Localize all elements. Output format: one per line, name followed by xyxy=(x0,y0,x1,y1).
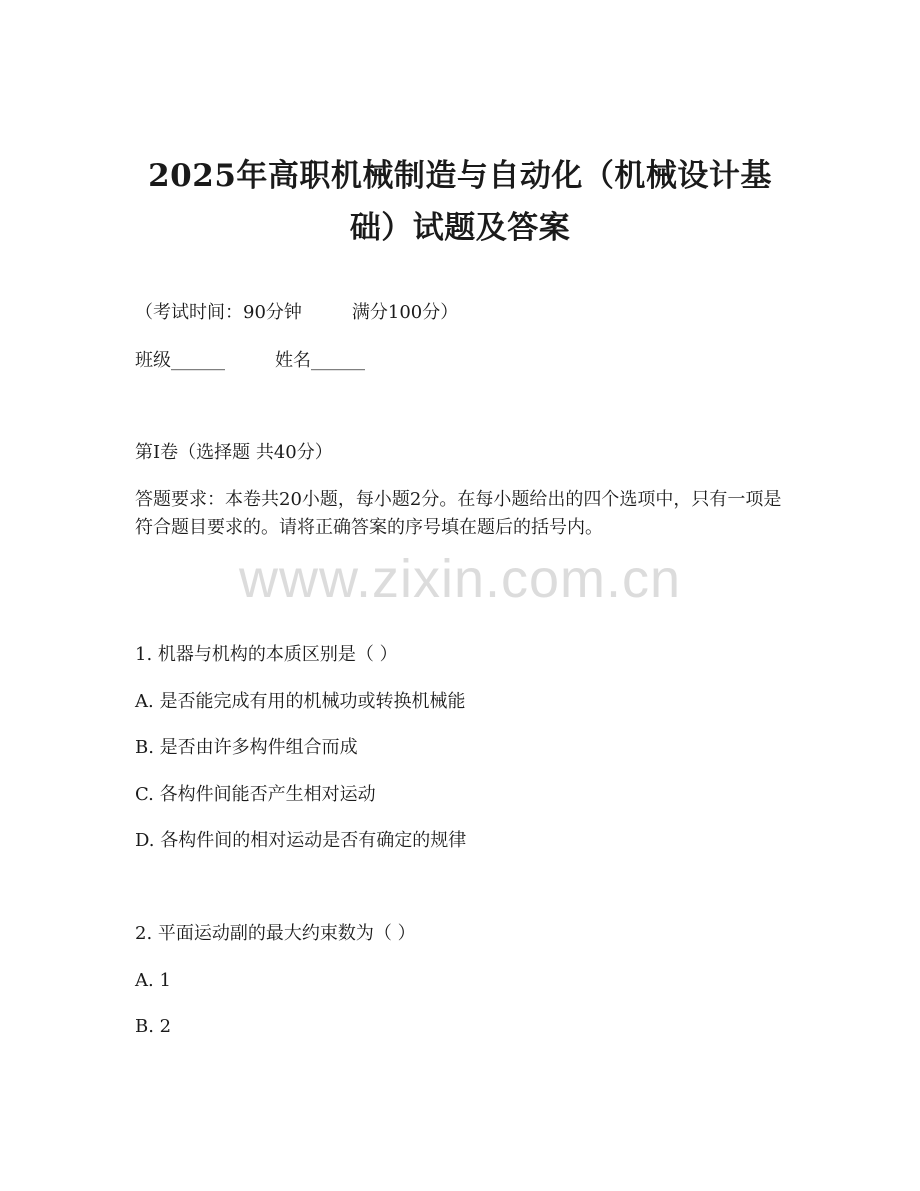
watermark: www.zixin.com.cn xyxy=(238,549,682,609)
question-1-option-d: D. 各构件间的相对运动是否有确定的规律 xyxy=(135,830,467,851)
question-1-stem: 1. 机器与机构的本质区别是（ ） xyxy=(135,644,398,665)
full-score: 满分100分） xyxy=(351,302,459,323)
student-info xyxy=(135,347,365,375)
question-2-option-b: B. 2 xyxy=(135,1016,172,1037)
name-field: 姓名______ xyxy=(275,350,365,371)
title-line-2: 础）试题及答案 xyxy=(349,210,571,246)
class-field: 班级______ xyxy=(135,350,225,371)
exam-info xyxy=(135,299,458,327)
question-1-option-b: B. 是否由许多构件组合而成 xyxy=(135,737,358,758)
question-1-option-a: A. 是否能完成有用的机械功或转换机械能 xyxy=(135,691,466,712)
section-title: 第I卷（选择题 共40分） xyxy=(135,442,333,463)
title-line-1: 2025年高职机械制造与自动化（机械设计基 xyxy=(148,158,772,194)
document-title xyxy=(120,150,800,254)
instructions: 答题要求：本卷共20小题，每小题2分。在每小题给出的四个选项中，只有一项是符合题目要求的。请将正确答案的序号填在题后的括号内。 xyxy=(135,489,782,538)
question-2-stem: 2. 平面运动副的最大约束数为（ ） xyxy=(135,923,416,944)
question-1-option-c: C. 各构件间能否产生相对运动 xyxy=(135,784,376,805)
exam-time: （考试时间：90分钟 xyxy=(135,302,302,323)
question-2-option-a: A. 1 xyxy=(135,970,171,991)
